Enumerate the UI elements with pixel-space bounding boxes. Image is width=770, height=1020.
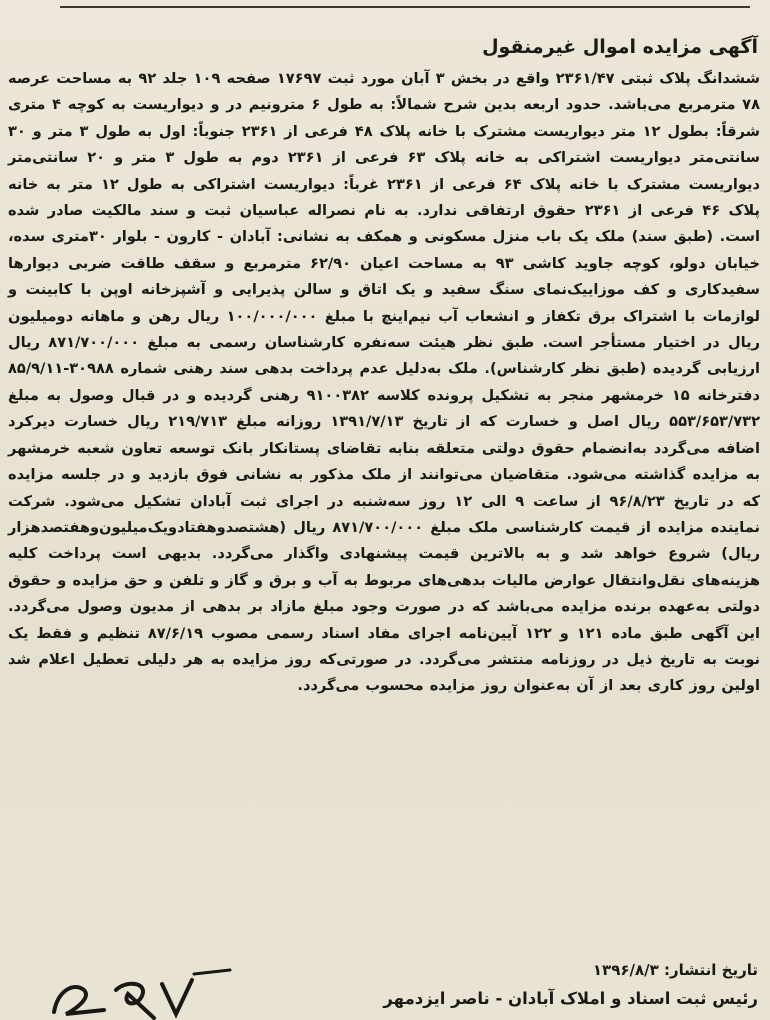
- handwritten-number-mark: [44, 960, 234, 1020]
- notice-body: [8, 66, 760, 700]
- top-divider: [60, 6, 750, 8]
- signature-line: رئیس ثبت اسناد و املاک آبادان - ناصر ایزدمهر: [383, 989, 758, 1008]
- notice-title: آگهی مزایده اموال غیرمنقول: [482, 36, 758, 58]
- notice-body-text: ششدانگ پلاک ثبتی ۲۳۶۱/۴۷ واقع در بخش ۳ آبان مورد ثبت ۱۷۶۹۷ صفحه ۱۰۹ جلد ۹۲ به مساحت عرصه ۷۸ مترمربع می‌باشد. حدود اربعه بدین شرح شمالاً: به طول ۶ مترونیم در و دیواریست به کوچه ۴ متری شرقاً: بطول ۱۲ متر دیواریست مشترک با خانه پلاک ۴۸ فرعی از ۲۳۶۱ جنوباً: اول به طول ۳ متر و ۳۰ سانتی‌متر دیواریست اشتراکی به خانه پلاک ۶۳ فرعی از ۲۳۶۱ دوم به طول ۳ متر و ۲۰ سانتی‌متر دیواریست مشترک با خانه پلاک ۶۴ فرعی از ۲۳۶۱ غرباً: دیواریست اشتراکی به طول ۱۲ متر به خانه پلاک ۴۶ فرعی از ۲۳۶۱ حقوق ارتفاقی ندارد. به نام نصراله عباسیان ثبت و سند مالکیت صادر شده است. (طبق سند) ملک یک باب منزل مسکونی و همکف به نشانی: آبادان - کارون - بلوار ۳۰متری سده، خیابان دولو، کوچه جاوید کاشی ۹۳ به مساحت اعیان ۶۲/۹۰ مترمربع و سقف طاقت ضربی دیوارها سفیدکاری و کف موزاییک‌نمای سنگ سفید و یک اتاق و سالن پذیرایی و آشپزخانه اوپن با کابینت و لوازمات با اشتراک برق تکفاز و انشعاب آب نیم‌اینچ با مبلغ ۱۰۰/۰۰۰/۰۰۰ ریال رهن و ماهانه دومیلیون ریال در اختیار مستأجر است. طبق نظر هیئت سه‌نفره کارشناسان رسمی به مبلغ ۸۷۱/۷۰۰/۰۰۰ ریال ارزیابی گردیده (طبق نظر کارشناس). ملک به‌دلیل عدم پرداخت بدهی سند رهنی شماره ۳۰۹۸۸-۸۵/۹/۱۱ دفترخانه ۱۵ خرمشهر منجر به تشکیل پرونده کلاسه ۹۱۰۰۳۸۲ رهنی گردیده و در قبال وصول به مبلغ ۵۵۳/۶۵۳/۷۳۲ ریال اصل و خسارت که از تاریخ ۱۳۹۱/۷/۱۳ روزانه مبلغ ۲۱۹/۷۱۳ ریال خسارت دیرکرد اضافه می‌گردد به‌انضمام حقوق دولتی متعلقه بنابه تقاضای پستانکار بانک توسعه تعاون شعبه خرمشهر به مزایده گذاشته می‌شود. متقاضیان می‌توانند از ملک مذکور به نشانی فوق بازدید و در جلسه مزایده که در تاریخ ۹۶/۸/۲۳ از ساعت ۹ الی ۱۲ روز سه‌شنبه در اجرای ثبت آبادان تشکیل می‌شود. شرکت نماینده مزایده از قیمت کارشناسی ملک مبلغ ۸۷۱/۷۰۰/۰۰۰ ریال (هشتصدوهفتادویک‌میلیون‌وهفتصدهزار ریال) شروع خواهد شد و به بالاترین قیمت پیشنهادی واگذار می‌گردد. بدیهی است پرداخت کلیه هزینه‌های نقل‌وانتقال عوارض مالیات بدهی‌های مربوط به آب و برق و گاز و تلفن و حق مزایده و حقوق دولتی به‌عهده برنده مزایده می‌باشد که در صورت وجود مبلغ مازاد بر بدهی از مدیون وصول می‌گردد. این آگهی طبق ماده ۱۲۱ و ۱۲۲ آیین‌نامه اجرای مفاد اسناد رسمی مصوب ۸۷/۶/۱۹ تنظیم و فقط یک نوبت به تاریخ ذیل در روزنامه منتشر می‌گردد. در صورتی‌که روز مزایده به هر دلیلی تعطیل اعلام شد اولین روز کاری بعد از آن به‌عنوان روز مزایده محسوب می‌گردد.: [8, 70, 761, 695]
- publish-date: تاریخ انتشار: ۱۳۹۶/۸/۳: [592, 961, 758, 979]
